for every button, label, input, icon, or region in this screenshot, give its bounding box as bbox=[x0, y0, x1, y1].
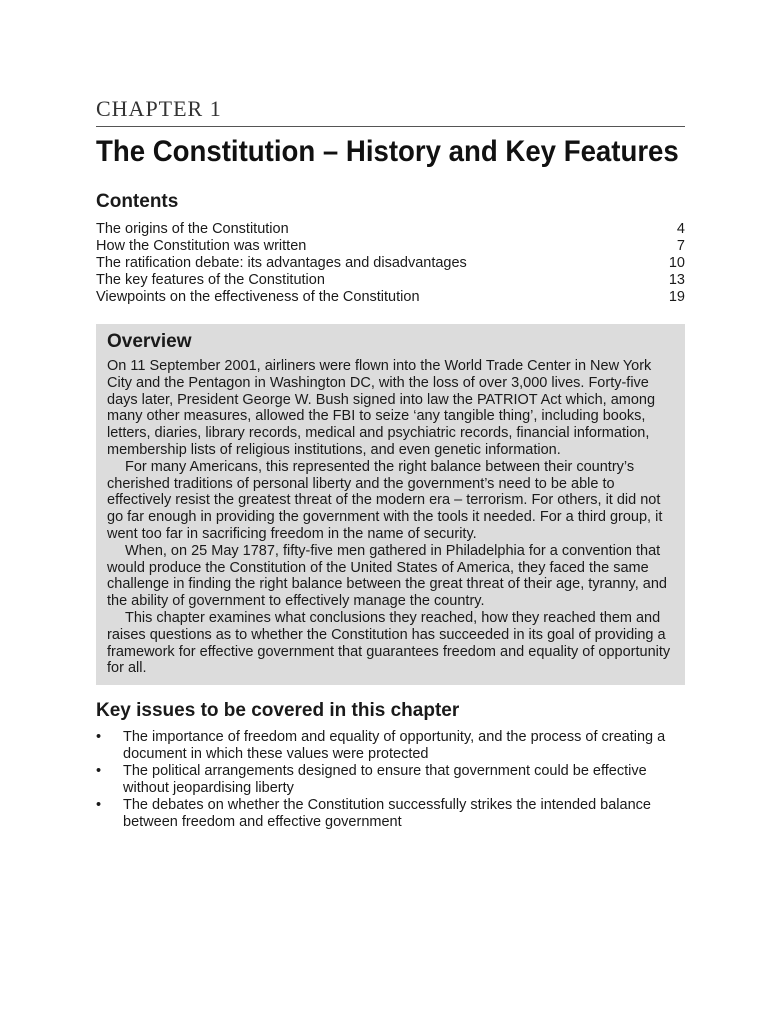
chapter-title: The Constitution – History and Key Features bbox=[96, 135, 679, 168]
list-item bbox=[96, 729, 685, 763]
key-issues-heading: Key issues to be covered in this chapter bbox=[96, 700, 460, 722]
toc-row bbox=[96, 289, 685, 306]
toc-title: How the Constitution was written bbox=[96, 238, 307, 254]
overview-paragraph: For many Americans, this represented the right balance between their country’s cherished traditions of personal liberty and the government’s need to be able to effectively resist the greatest threat of the modern era – terrorism. For others, it did not go far enough in providing the government with the tools it needed. For a third group, it went too far in sacrificing freedom in the name of security. bbox=[107, 458, 663, 542]
overview-paragraph: On 11 September 2001, airliners were flown into the World Trade Center in New York City and the Pentagon in Washington DC, with the loss of over 3,000 lives. Forty-five days later, President George W. Bush signed into law the PATRIOT Act which, among many other measures, allowed the FBI to seize ‘any tangible thing’, including books, letters, diaries, library records, medical and psychiatric records, financial information, membership lists of religious institutions, and even genetic information. bbox=[107, 358, 656, 458]
list-item bbox=[96, 797, 685, 831]
toc-title: Viewpoints on the effectiveness of the Constitution bbox=[96, 289, 420, 305]
overview-paragraph: This chapter examines what conclusions they reached, how they reached them and raises questions as to whether the Constitution has succeeded in its goal of providing a framework for effective government that guarantees freedom and equality of opportunity for all. bbox=[107, 609, 671, 677]
toc-title: The origins of the Constitution bbox=[96, 221, 289, 237]
overview-heading: Overview bbox=[107, 331, 192, 352]
toc-title: The key features of the Constitution bbox=[96, 272, 325, 288]
toc-row bbox=[96, 238, 685, 255]
toc-page: 13 bbox=[668, 272, 685, 288]
contents-heading: Contents bbox=[96, 191, 179, 212]
overview-paragraph: When, on 25 May 1787, fifty-five men gathered in Philadelphia for a convention that would produce the Constitution of the United States of America, they faced the same challenge in finding the right balance between the great threat of their age, tyranny, and the ability of government to effectively manage the country. bbox=[107, 542, 667, 610]
bullet-icon: • bbox=[96, 763, 102, 780]
toc-row bbox=[96, 221, 685, 238]
toc-title: The ratification debate: its advantages and disadvantages bbox=[96, 255, 467, 271]
toc-page: 4 bbox=[676, 221, 685, 237]
toc-page: 7 bbox=[676, 238, 685, 254]
page bbox=[96, 96, 685, 831]
toc-page: 10 bbox=[668, 255, 685, 271]
key-issues-list bbox=[96, 729, 685, 831]
bullet-icon: • bbox=[96, 797, 102, 814]
toc-page: 19 bbox=[668, 289, 685, 305]
list-item-text: The political arrangements designed to ensure that government could be effective without jeopardising liberty bbox=[123, 763, 647, 797]
header-rule bbox=[96, 126, 685, 127]
list-item-text: The importance of freedom and equality of opportunity, and the process of creating a document in which these values were protected bbox=[123, 729, 666, 763]
toc-row bbox=[96, 255, 685, 272]
toc-row bbox=[96, 272, 685, 289]
chapter-label: CHAPTER 1 bbox=[96, 96, 222, 121]
table-of-contents bbox=[96, 221, 685, 306]
overview-box bbox=[96, 324, 685, 685]
bullet-icon: • bbox=[96, 729, 102, 746]
list-item-text: The debates on whether the Constitution successfully strikes the intended balance between freedom and effective government bbox=[123, 797, 651, 831]
list-item bbox=[96, 763, 685, 797]
